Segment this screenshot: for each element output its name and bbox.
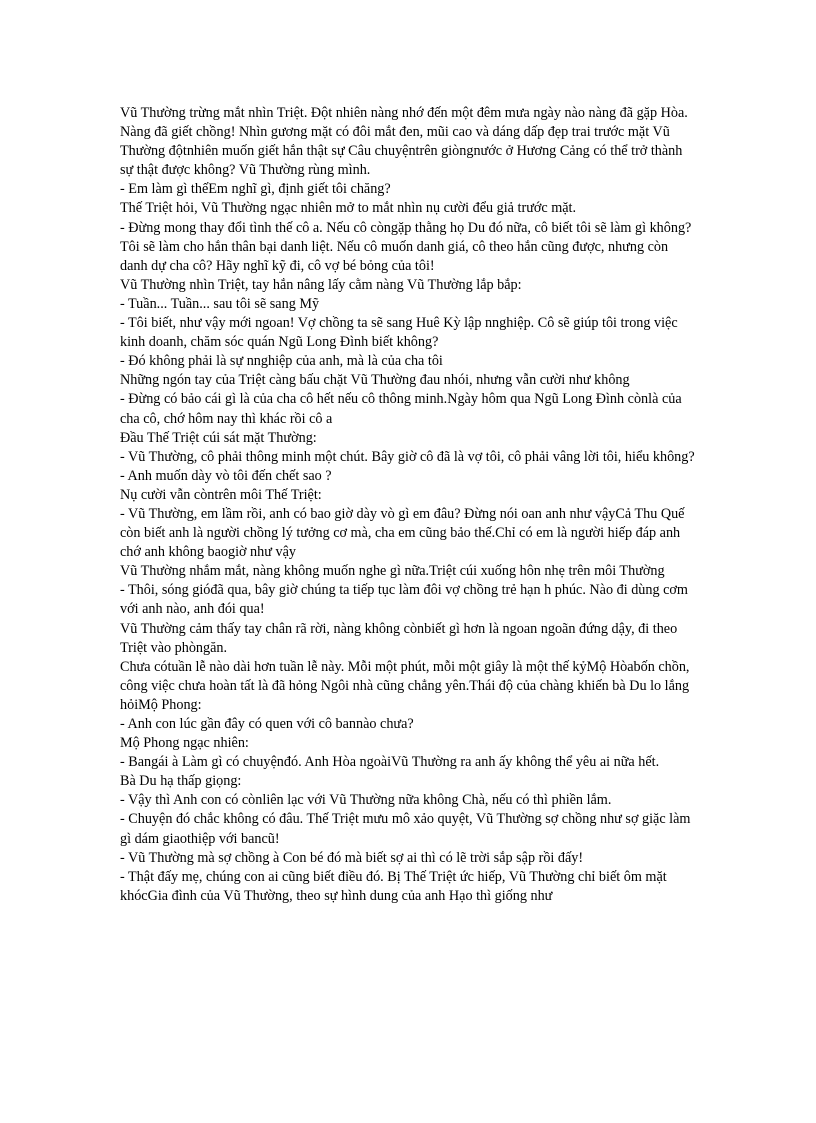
- paragraph: - Tuần... Tuần... sau tôi sẽ sang Mỹ: [120, 295, 320, 312]
- paragraph: Vũ Thường cảm thấy tay chân rã rời, nàng không cònbiết gì hơn là ngoan ngoãn đứng dậy, đi theo Triệt vào phòngăn.: [120, 620, 678, 656]
- paragraph: - Đó không phải là sự nnghiệp của anh, mà là của cha tôi: [120, 353, 443, 370]
- paragraph: - Thôi, sóng gióđã qua, bây giờ chúng ta tiếp tục làm đôi vợ chồng trẻ hạn h phúc. Nào đi dùng cơm với anh nào, anh đói qua!: [120, 582, 688, 618]
- paragraph: - Vũ Thường, cô phải thông minh một chút. Bây giờ cô đã là vợ tôi, cô phải vâng lời tôi, hiểu không?: [120, 448, 695, 465]
- paragraph: - Vũ Thường mà sợ chồng à Con bé đó mà biết sợ ai thì có lẽ trời sắp sập rồi đấy!: [120, 849, 584, 866]
- paragraph: - Vũ Thường, em lầm rồi, anh có bao giờ dày vò gì em đâu? Đừng nói oan anh như vậyCả Thu Quế còn biết anh là người chồng lý tưởng cơ mà, cha em cũng bảo thế.Chỉ có em là người hiếp đáp anh chớ anh không baogiờ như vậy: [120, 505, 685, 561]
- paragraph: - Đừng mong thay đổi tình thế cô a. Nếu cô còngặp thằng họ Du đó nữa, cô biết tôi sẽ làm gì không? Tôi sẽ làm cho hắn thân bại danh liệt. Nếu cô muốn danh giá, cô theo hắn cũng được, nhưng còn danh dự cha cô? Hãy nghĩ kỹ đi, cô vợ bé bỏng của tôi!: [120, 219, 692, 274]
- paragraph: Thế Triệt hỏi, Vũ Thường ngạc nhiên mở to mắt nhìn nụ cười đểu giả trước mặt.: [120, 200, 577, 217]
- paragraph: - Tôi biết, như vậy mới ngoan! Vợ chồng ta sẽ sang Huê Kỳ lập nnghiệp. Cô sẽ giúp tôi trong việc kinh doanh, chăm sóc quán Ngũ Long Đình biết không?: [120, 315, 678, 351]
- paragraph: - Anh muốn dày vò tôi đến chết sao ?: [120, 467, 332, 484]
- paragraph: Vũ Thường nhắm mắt, nàng không muốn nghe gì nữa.Triệt cúi xuống hôn nhẹ trên môi Thường: [120, 563, 665, 580]
- paragraph: Đầu Thế Triệt cúi sát mặt Thường:: [120, 429, 317, 446]
- paragraph: Vũ Thường trừng mắt nhìn Triệt. Đột nhiên nàng nhớ đến một đêm mưa ngày nào nàng đã gặp Hòa. Nàng đã giết chồng! Nhìn gương mặt có đôi mắt đen, mũi cao và dáng dấp đẹp trai trước mặt Vũ Thường độtnhiên muốn giết hắn thật sự Câu chuyệntrên giòngnước ở Hương Cảng có thể trở thành sự thật được không? Vũ Thường rùng mình.: [120, 105, 688, 179]
- paragraph: Chưa cótuần lễ nào dài hơn tuần lễ này. Mỗi một phút, mỗi một giây là một thế kỷMộ Hòabốn chồn, công việc chưa hoàn tất là đã hỏng Ngôi nhà cũng chẳng yên.Thái độ của chàng khiến bà Du lo lắng hỏiMộ Phong:: [120, 658, 690, 713]
- paragraph: - Em làm gì thếEm nghĩ gì, định giết tôi chăng?: [120, 181, 391, 198]
- paragraph: Những ngón tay của Triệt càng bấu chặt Vũ Thường đau nhói, nhưng vẫn cười như không: [120, 372, 630, 389]
- paragraph: Bà Du hạ thấp giọng:: [120, 773, 242, 790]
- paragraph: Mộ Phong ngạc nhiên:: [120, 735, 249, 752]
- paragraph: - Anh con lúc gần đây có quen với cô bannào chưa?: [120, 716, 414, 732]
- paragraph: - Thật đấy mẹ, chúng con ai cũng biết điều đó. Bị Thế Triệt ức hiếp, Vũ Thường chỉ biết ôm mặt khócGia đình của Vũ Thường, theo sự hình dung của anh Hạo thì giống như: [120, 868, 667, 904]
- paragraph: Vũ Thường nhìn Triệt, tay hắn nâng lấy cằm nàng Vũ Thường lắp bắp:: [120, 276, 522, 293]
- paragraph: - Vậy thì Anh con có cònliên lạc với Vũ Thường nữa không Chà, nếu có thì phiền lắm.: [120, 792, 612, 809]
- paragraph: - Đừng có bảo cái gì là của cha cô hết nếu cô thông minh.Ngày hôm qua Ngũ Long Đình cònlà của cha cô, chớ hôm nay thì khác rồi cô a: [120, 391, 682, 427]
- paragraph: Nụ cười vẫn còntrên môi Thế Triệt:: [120, 486, 322, 503]
- body-text: [120, 104, 696, 906]
- paragraph: - Bangái à Làm gì có chuyệnđó. Anh Hòa ngoàiVũ Thường ra anh ấy không thể yêu ai nữa hết.: [120, 754, 660, 771]
- paragraph: - Chuyện đó chắc không có đâu. Thế Triệt mưu mô xảo quyệt, Vũ Thường sợ chồng như sợ giặc làm gì dám giaothiệp với bancũ!: [120, 811, 691, 847]
